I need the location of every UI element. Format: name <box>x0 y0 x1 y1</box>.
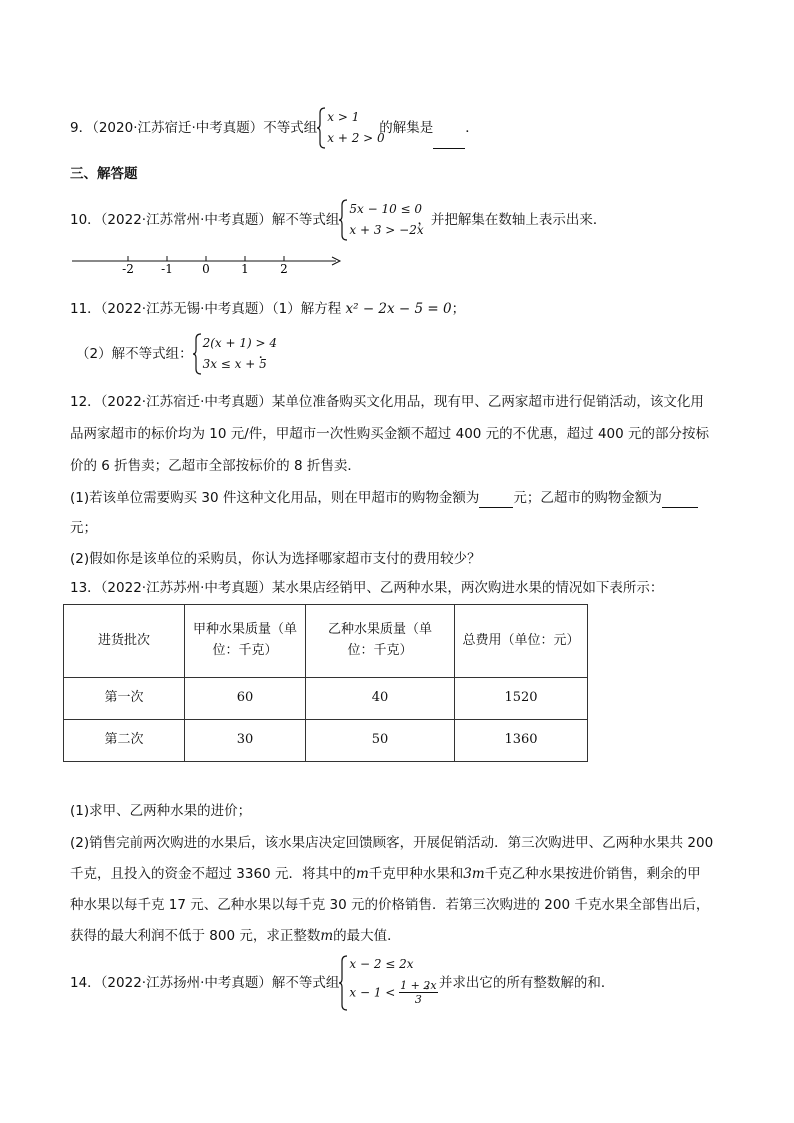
q13-var-m: m <box>355 866 369 882</box>
q12-line3: 价的 6 折售卖；乙超市全部按标价的 8 折售卖． <box>70 458 361 474</box>
q13-text: 千克，且投入的资金不超过 3360 元．将其中的 <box>70 866 356 882</box>
answer-blank[interactable] <box>433 134 465 149</box>
table-cell: 1360 <box>455 720 588 762</box>
q14-row2-left: x − 1 < <box>349 985 396 1000</box>
q12-part2: (2)假如你是该单位的采购员，你认为选择哪家超市支付的费用较少？ <box>70 551 481 567</box>
number-line-tick-label: -1 <box>161 261 173 276</box>
q11-row2: 3x ≤ x + 5 <box>202 357 267 371</box>
number-line-tick-label: 1 <box>241 261 249 276</box>
brace-icon <box>339 199 349 241</box>
q10-row1: 5x − 10 ≤ 0 <box>349 202 423 216</box>
q12-line2: 品两家超市的标价均为 10 元/件，甲超市一次性购买金额不超过 400 元的不优惠，超过 400 元的部分按标 <box>70 426 710 442</box>
q11-line2-end: ． <box>258 346 273 362</box>
q13-part1: (1)求甲、乙两种水果的进价； <box>70 803 252 819</box>
q13-text: 千克甲种水果和 <box>368 866 464 882</box>
q12-line1: 12．（2022·江苏宿迁·中考真题）某单位准备购买文化用品，现有甲、乙两家超市进行促销活动，该文化用 <box>70 394 704 410</box>
question-11 <box>70 299 465 319</box>
number-line-tick-label: 2 <box>280 261 288 276</box>
table-header-cell: 进货批次 <box>64 605 185 678</box>
q10-suffix: ，并把解集在数轴上表示出来． <box>417 212 607 228</box>
q11-row1: 2(x + 1) > 4 <box>202 336 277 350</box>
answer-blank[interactable] <box>479 493 513 508</box>
q10-row2: x + 3 > −2x <box>349 223 424 237</box>
number-line-tick-label: -2 <box>122 261 134 276</box>
table-cell: 40 <box>306 678 455 720</box>
q13-part2-line4 <box>70 926 401 946</box>
q11-line1-prefix: 11．（2022·江苏无锡·中考真题）（1）解方程 <box>70 301 346 317</box>
q13-text: 千克乙种水果按进价销售，剩余的甲 <box>484 866 701 882</box>
brace-icon <box>317 107 327 149</box>
table-cell: 60 <box>185 678 306 720</box>
q12-part1-text-b: 元；乙超市的购物金额为 <box>513 490 662 506</box>
q10-prefix: 10．（2022·江苏常州·中考真题）解不等式组 <box>70 212 340 228</box>
question-11-part2 <box>76 333 277 375</box>
table-header-cell: 总费用（单位：元） <box>455 605 588 678</box>
table-cell: 50 <box>306 720 455 762</box>
q9-inequality-system <box>317 107 385 149</box>
section-title: 三、解答题 <box>70 166 138 182</box>
number-line-tick-label: 0 <box>202 261 210 276</box>
q13-var-m: m <box>320 928 334 944</box>
q13-part2-line1: (2)销售完前两次购进的水果后，该水果店决定回馈顾客，开展促销活动．第三次购进甲、乙两种水果共 200 <box>70 835 714 851</box>
table-row <box>64 720 588 762</box>
brace-icon <box>339 955 349 1011</box>
table-header-row <box>64 605 588 678</box>
q11-inequality-system <box>193 333 277 375</box>
q12-part1-end: 元； <box>70 520 97 536</box>
brace-icon <box>193 333 203 375</box>
q9-suffix: 的解集是 <box>379 120 434 136</box>
fruit-purchase-table <box>63 604 588 762</box>
question-10 <box>70 199 606 241</box>
table-header-cell: 甲种水果质量（单位：千克） <box>185 605 306 678</box>
q14-suffix: ，并求出它的所有整数解的和． <box>425 974 615 991</box>
table-cell: 30 <box>185 720 306 762</box>
q13-var-3m: 3m <box>463 866 485 882</box>
q14-inequality-system <box>339 955 437 1011</box>
q14-fraction-denominator: 3 <box>414 993 422 1006</box>
q14-fraction <box>399 979 437 1006</box>
q14-prefix: 14．（2022·江苏扬州·中考真题）解不等式组 <box>70 974 340 991</box>
number-line <box>70 248 350 278</box>
q13-text: 的最大值． <box>333 928 401 944</box>
answer-blank[interactable] <box>662 493 698 508</box>
q11-equation: x² − 2x − 5 = 0 <box>345 301 452 317</box>
q14-row1: x − 2 ≤ 2x <box>349 957 414 971</box>
q12-part1-text-a: (1)若该单位需要购买 30 件这种文化用品，则在甲超市的购物金额为 <box>70 490 480 506</box>
question-14 <box>70 955 614 1011</box>
q11-line2-prefix: （2）解不等式组： <box>76 346 193 362</box>
q11-line1-end: ； <box>451 301 466 317</box>
q9-end: ． <box>465 120 479 136</box>
table-cell: 1520 <box>455 678 588 720</box>
table-row <box>64 678 588 720</box>
q13-part2-line2 <box>70 864 701 884</box>
q10-inequality-system <box>339 199 424 241</box>
q13-text: 获得的最大利润不低于 800 元，求正整数 <box>70 928 321 944</box>
table-header-cell: 乙种水果质量（单位：千克） <box>306 605 455 678</box>
q9-row1: x > 1 <box>327 110 360 124</box>
question-9 <box>70 107 479 149</box>
q12-part1 <box>70 488 698 508</box>
q13-part2-line3: 种水果以每千克 17 元、乙种水果以每千克 30 元的价格销售．若第三次购进的 200 千克水果全部售出后， <box>70 897 710 913</box>
q14-fraction-numerator: 1 + 2x <box>400 979 437 992</box>
q9-prefix: 9．（2020·江苏宿迁·中考真题）不等式组 <box>70 120 318 136</box>
table-cell: 第二次 <box>64 720 185 762</box>
q9-row2: x + 2 > 0 <box>327 131 385 145</box>
q13-intro: 13．（2022·江苏苏州·中考真题）某水果店经销甲、乙两种水果，两次购进水果的情况如下表所示： <box>70 580 664 596</box>
table-cell: 第一次 <box>64 678 185 720</box>
